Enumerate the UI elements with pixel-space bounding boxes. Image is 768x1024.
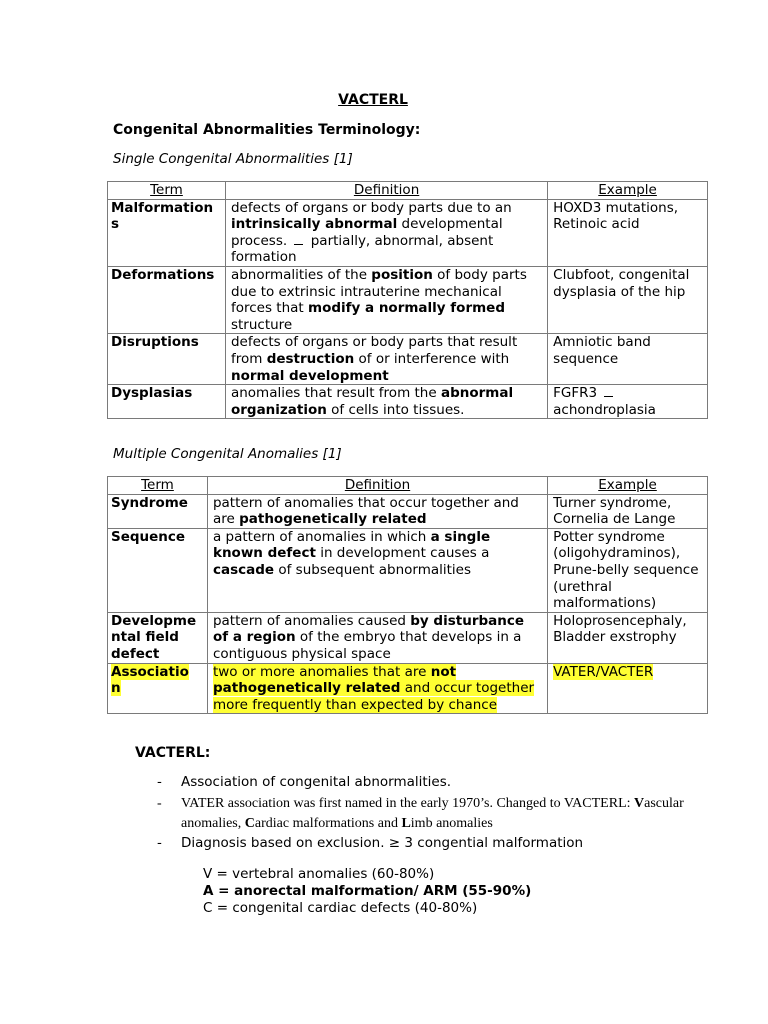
- single-table-caption: Single Congenital Abnormalities [1]: [113, 151, 353, 167]
- definition-cell: defects of organs or body parts that result from destruction of or interference with normal development: [225, 334, 547, 385]
- term-cell: Developme ntal field defect: [108, 612, 208, 663]
- vacterl-bullet-list: [155, 772, 715, 852]
- term-cell: Associatio n: [108, 663, 208, 714]
- example-cell: Potter syndrome (oligohydraminos), Prune-belly sequence (urethral malformations): [548, 528, 708, 612]
- dash-bullet: -: [157, 774, 162, 790]
- definition-cell: defects of organs or body parts due to an intrinsically abnormal developmental process. partially, abnormal, absent formation: [225, 199, 547, 266]
- example-cell: Amniotic band sequence: [548, 334, 708, 385]
- table-row: [108, 663, 708, 714]
- arrow-symbol-icon: [604, 392, 613, 397]
- dash-bullet: -: [157, 796, 162, 811]
- table-header-row: [108, 182, 708, 200]
- criteria-item: A = anorectal malformation/ ARM (55-90%): [203, 883, 532, 899]
- column-header-term: Term: [108, 182, 226, 200]
- definition-cell: two or more anomalies that are not pathogenetically related and occur together more frequently than expected by chance: [207, 663, 547, 714]
- arrow-symbol-icon: [294, 240, 303, 245]
- table-row: [108, 612, 708, 663]
- vacterl-criteria: [203, 866, 531, 917]
- term-cell: Sequence: [108, 528, 208, 612]
- multiple-table-caption: Multiple Congenital Anomalies [1]: [113, 446, 342, 462]
- table-row: [108, 266, 708, 333]
- definition-cell: pattern of anomalies that occur together and are pathogenetically related: [207, 494, 547, 528]
- list-item: - Diagnosis based on exclusion. ≥ 3 congential malformation: [157, 835, 584, 851]
- term-cell: Deformations: [108, 266, 226, 333]
- term-cell: Malformation s: [108, 199, 226, 266]
- definition-cell: anomalies that result from the abnormal organization of cells into tissues.: [225, 385, 547, 419]
- definition-cell: a pattern of anomalies in which a single known defect in development causes a cascade of subsequent abnormalities: [207, 528, 547, 612]
- example-cell: HOXD3 mutations, Retinoic acid: [548, 199, 708, 266]
- column-header-definition: Definition: [225, 182, 547, 200]
- table-row: [108, 494, 708, 528]
- term-cell: Disruptions: [108, 334, 226, 385]
- list-item: - Association of congenital abnormalities.: [157, 774, 452, 790]
- vacterl-heading: VACTERL:: [135, 745, 211, 761]
- term-cell: Dysplasias: [108, 385, 226, 419]
- example-cell: FGFR3 achondroplasia: [548, 385, 708, 419]
- table-row: [108, 334, 708, 385]
- example-cell: VATER/VACTER: [548, 663, 708, 714]
- dash-bullet: -: [157, 835, 162, 851]
- example-cell: Clubfoot, congenital dysplasia of the hip: [548, 266, 708, 333]
- criteria-item: V = vertebral anomalies (60-80%): [203, 866, 435, 882]
- column-header-example: Example: [548, 182, 708, 200]
- column-header-example: Example: [548, 477, 708, 495]
- section-heading: Congenital Abnormalities Terminology:: [113, 122, 421, 138]
- table-header-row: [108, 477, 708, 495]
- page-title: VACTERL: [338, 92, 408, 108]
- table-row: [108, 528, 708, 612]
- term-cell: Syndrome: [108, 494, 208, 528]
- example-cell: Holoprosencephaly, Bladder exstrophy: [548, 612, 708, 663]
- example-cell: Turner syndrome, Cornelia de Lange: [548, 494, 708, 528]
- column-header-definition: Definition: [207, 477, 547, 495]
- table-row: [108, 385, 708, 419]
- definition-cell: pattern of anomalies caused by disturbance of a region of the embryo that develops in a contiguous physical space: [207, 612, 547, 663]
- table-row: [108, 199, 708, 266]
- list-item: - VATER association was first named in the early 1970’s. Changed to VACTERL: Vascular anomalies, Cardiac malformations and Limb anomalies: [157, 796, 684, 831]
- column-header-term: Term: [108, 477, 208, 495]
- criteria-item: C = congenital cardiac defects (40-80%): [203, 900, 478, 916]
- definition-cell: abnormalities of the position of body parts due to extrinsic intrauterine mechanical forces that modify a normally formed structure: [225, 266, 547, 333]
- multiple-anomalies-table: [107, 476, 708, 714]
- single-anomalies-table: [107, 181, 708, 419]
